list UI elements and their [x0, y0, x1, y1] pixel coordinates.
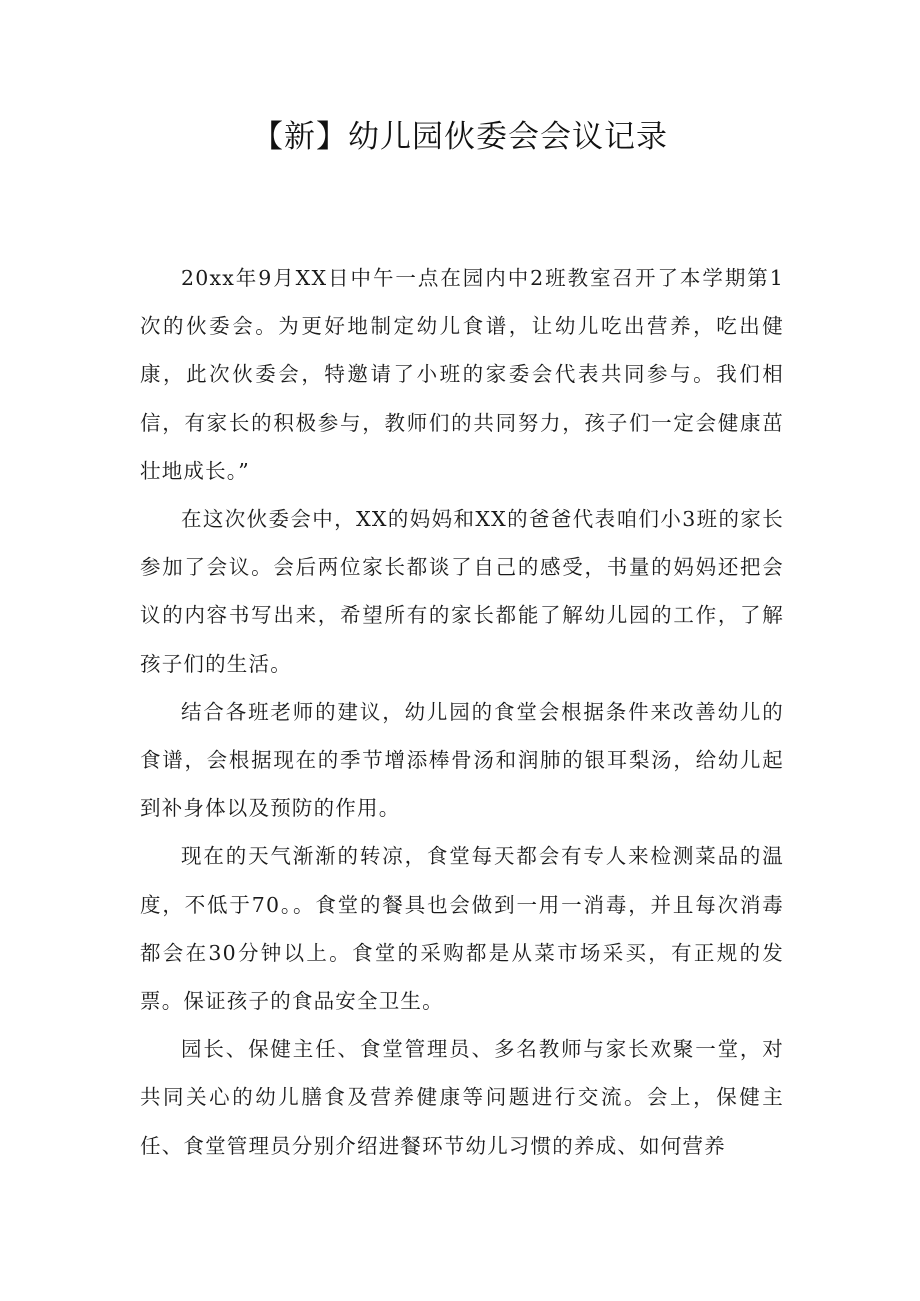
paragraph-5: 园长、保健主任、食堂管理员、多名教师与家长欢聚一堂，对共同关心的幼儿膳食及营养健康等问题进行交流。会上，保健主任、食堂管理员分别介绍进餐环节幼儿习惯的养成、如何营养: [140, 1037, 784, 1158]
paragraph-4: 现在的天气渐渐的转凉，食堂每天都会有专人来检测菜品的温度，不低于70。。食堂的餐具也会做到一用一消毒，并且每次消毒都会在30分钟以上。食堂的采购都是从菜市场采买，有正规的发票。保证孩子的食品安全卫生。: [140, 844, 784, 1014]
document-body: [140, 254, 784, 1170]
paragraph-2: 在这次伙委会中，XX的妈妈和XX的爸爸代表咱们小3班的家长参加了会议。会后两位家长都谈了自己的感受，书量的妈妈还把会议的内容书写出来，希望所有的家长都能了解幼儿园的工作，了解孩子们的生活。: [140, 507, 784, 676]
paragraph-3: 结合各班老师的建议，幼儿园的食堂会根据条件来改善幼儿的食谱，会根据现在的季节增添棒骨汤和润肺的银耳梨汤，给幼儿起到补身体以及预防的作用。: [140, 699, 784, 821]
paragraph-1: 20xx年9月XX日中午一点在园内中2班教室召开了本学期第1次的伙委会。为更好地制定幼儿食谱，让幼儿吃出营养，吃出健康，此次伙委会，特邀请了小班的家委会代表共同参与。我们相信，有家长的积极参与，教师们的共同努力，孩子们一定会健康茁壮地成长。”: [140, 266, 784, 483]
document-title: 【新】幼儿园伙委会会议记录: [252, 119, 668, 155]
